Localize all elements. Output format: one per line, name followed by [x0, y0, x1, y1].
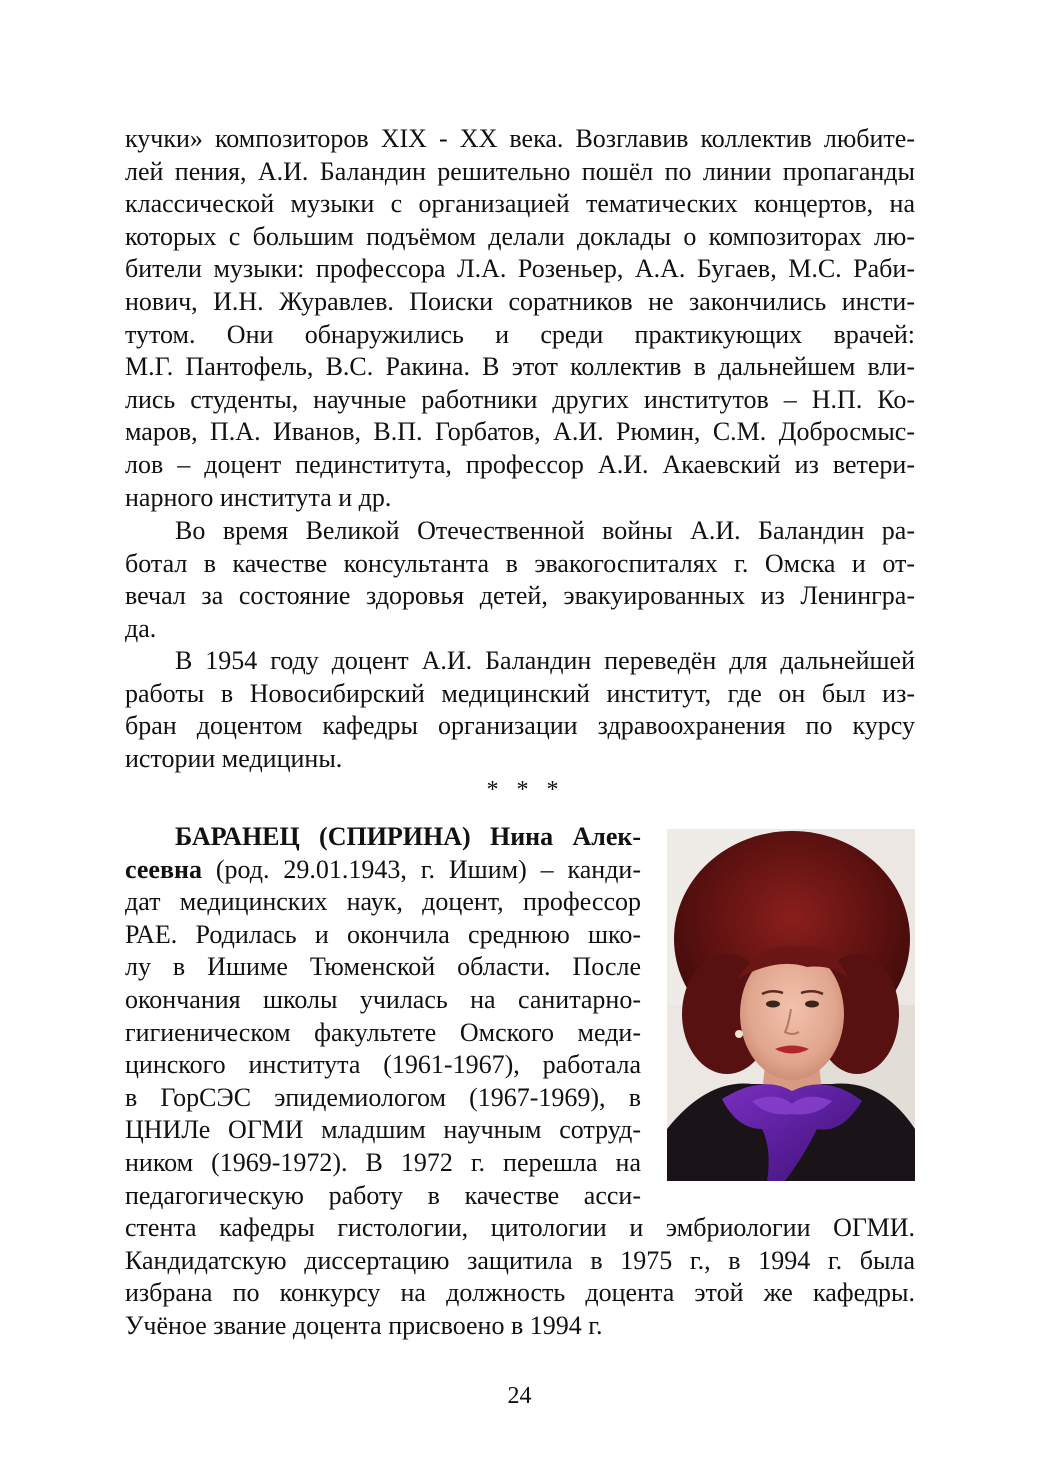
- text-line: да.: [125, 613, 157, 643]
- section-separator: * * *: [486, 777, 565, 803]
- paragraph-war-years: [125, 515, 915, 645]
- biography-continued: [125, 1212, 915, 1342]
- person-name: БАРАНЕЦ (СПИРИНА) Нина Алек-: [175, 822, 641, 851]
- text-line: В 1954 году доцент А.И. Баландин переведён для дальнейшей: [175, 646, 915, 675]
- text-line: стента кафедры гистологии, цитологии и эмбриологии ОГМИ.: [125, 1213, 915, 1242]
- text-line: лу в Ишиме Тюменской области. После: [125, 952, 641, 982]
- person-name-end: сеевна: [125, 854, 202, 884]
- text-line: педагогическую работу в качестве асси-: [125, 1180, 641, 1210]
- text-line: Во время Великой Отечественной войны А.И. Баландин ра-: [175, 516, 915, 545]
- text-line: М.Г. Пантофель, В.С. Ракина. В этот коллектив в дальнейшем вли-: [125, 352, 915, 382]
- portrait-photo: [667, 829, 915, 1181]
- text-line: кучки» композиторов XIX - XX века. Возглавив коллектив любите-: [125, 124, 915, 153]
- text-line: окончания школы училась на санитарно-: [125, 984, 641, 1014]
- text-line: Кандидатскую диссертацию защитила в 1975 г., в 1994 г. была: [125, 1245, 915, 1275]
- text-line: лей пения, А.И. Баландин решительно пошёл по линии пропаганды: [125, 156, 915, 186]
- text-line: цинского института (1961-1967), работала: [125, 1050, 641, 1080]
- paragraph-novosibirsk: [125, 645, 915, 775]
- text-line: истории медицины.: [125, 743, 343, 773]
- text-line: тутом. Они обнаружились и среди практикующих врачей:: [125, 319, 915, 349]
- text-line: вечал за состояние здоровья детей, эвакуированных из Ленингра-: [125, 581, 915, 611]
- biography-name-line: [125, 821, 641, 854]
- text-line: классической музыки с организацией тематических концертов, на: [125, 189, 915, 219]
- paragraph-balandin-continued: [125, 123, 915, 514]
- text-line: ником (1969-1972). В 1972 г. перешла на: [125, 1147, 641, 1177]
- page-number: 24: [507, 1383, 532, 1409]
- portrait-illustration: [667, 829, 915, 1181]
- text-line: Учёное звание доцента присвоено в 1994 г.: [125, 1310, 603, 1340]
- text-line: избрана по конкурсу на должность доцента этой же кафедры.: [125, 1278, 915, 1308]
- text-line: работы в Новосибирский медицинский институт, где он был из-: [125, 678, 915, 708]
- text-line: ботал в качестве консультанта в эвакогоспиталях г. Омска и от-: [125, 548, 915, 578]
- text-line: нарного института и др.: [125, 482, 392, 512]
- text-line: [125, 854, 641, 887]
- text-line: гигиеническом факультете Омского меди-: [125, 1017, 641, 1047]
- text-line: нович, И.Н. Журавлев. Поиски соратников не закончились инсти-: [125, 286, 915, 316]
- text-line: лов – доцент пединститута, профессор А.И. Акаевский из ветери-: [125, 449, 915, 479]
- text-line: которых с большим подъёмом делали доклады о композиторах лю-: [125, 221, 915, 251]
- biography-baranets: [125, 821, 641, 1212]
- text-line: ЦНИЛе ОГМИ младшим научным сотруд-: [125, 1115, 641, 1145]
- text-line: РАЕ. Родилась и окончила среднюю шко-: [125, 919, 641, 949]
- text-line: в ГорСЭС эпидемиологом (1967-1969), в: [125, 1082, 641, 1112]
- text-line: бран доцентом кафедры организации здравоохранения по курсу: [125, 711, 915, 741]
- text-line: бители музыки: профессора Л.А. Розеньер, А.А. Бугаев, М.С. Раби-: [125, 254, 915, 284]
- text-line: лись студенты, научные работники других институтов – Н.П. Ко-: [125, 384, 915, 414]
- text-line: маров, П.А. Иванов, В.П. Горбатов, А.И. Рюмин, С.М. Добросмыс-: [125, 417, 915, 447]
- birth-info: (род. 29.01.1943, г. Ишим) – канди-: [201, 854, 641, 884]
- text-line: дат медицинских наук, доцент, профессор: [125, 887, 641, 917]
